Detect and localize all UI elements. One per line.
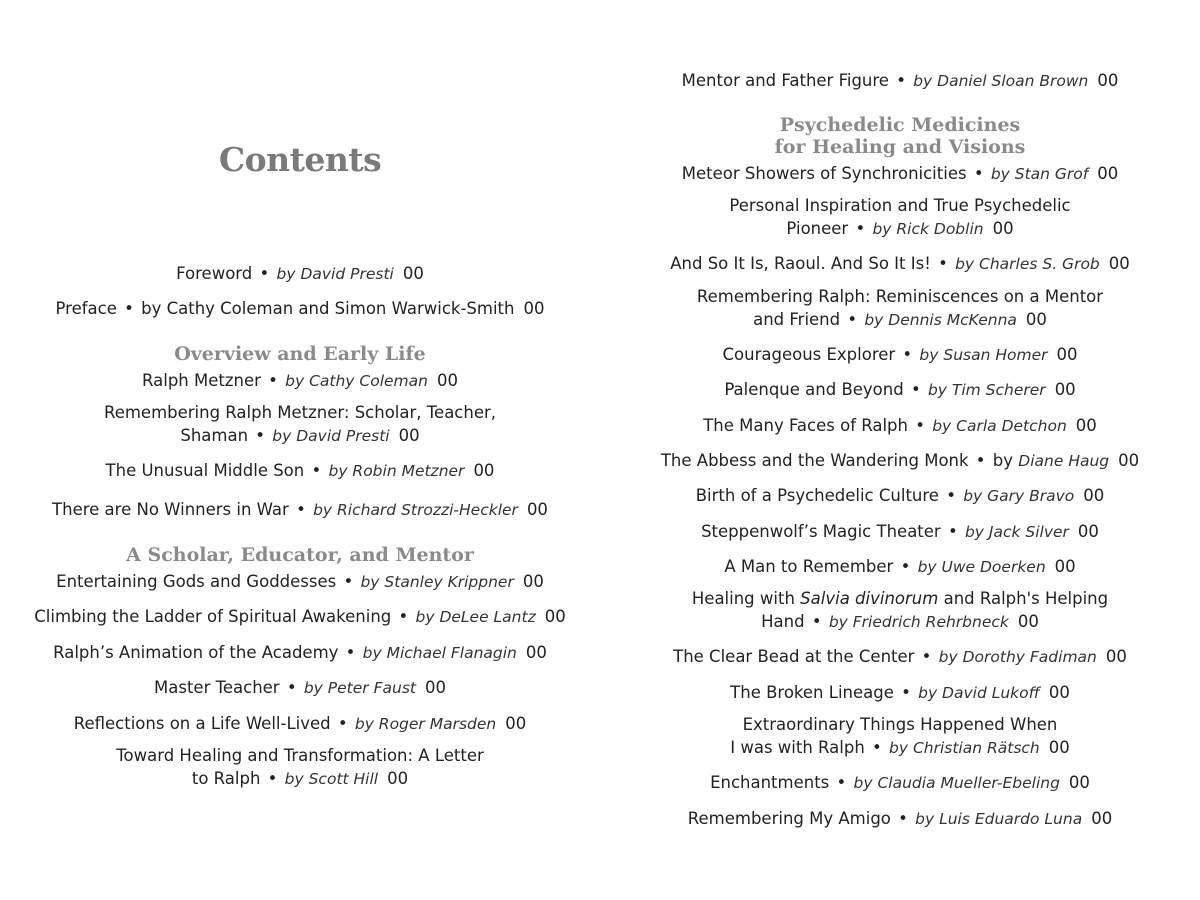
page-number: 00 [1083, 486, 1105, 505]
entry-author: by Tim Scherer [927, 381, 1046, 399]
entry-title: Climbing the Ladder of Spiritual Awakening [34, 607, 392, 626]
entry-author: by Cathy Coleman [285, 372, 428, 390]
page-number: 00 [992, 219, 1014, 238]
entry-title: Ralph Metzner [142, 371, 261, 390]
entry-title: Palenque and Beyond [724, 380, 904, 399]
entry-title: Steppenwolf’s Magic Theater [701, 522, 941, 541]
page-number: 00 [398, 426, 420, 445]
toc-entry: Ralph’s Animation of the Academy • by Michael Flanagin 00 [53, 643, 547, 662]
toc-entry: And So It Is, Raoul. And So It Is! • by Charles S. Grob 00 [670, 254, 1130, 273]
page-number: 00 [1017, 612, 1039, 631]
page-number: 00 [1048, 683, 1070, 702]
entry-author: by Gary Bravo [963, 487, 1075, 505]
entry-title-cont: I was with Ralph [730, 738, 865, 757]
toc-entry: Mentor and Father Figure • by Daniel Sloan Brown 00 [681, 71, 1119, 90]
entry-author: by David Lukoff [918, 684, 1040, 702]
toc-entry: Courageous Explorer • by Susan Homer 00 [722, 345, 1078, 364]
toc-entry: There are No Winners in War • by Richard Strozzi-Heckler 00 [52, 500, 548, 519]
entry-title: Birth of a Psychedelic Culture [695, 486, 939, 505]
entry-title: and Ralph's Helping [943, 589, 1109, 608]
page-number: 00 [473, 461, 495, 480]
entry-title-cont: Hand [761, 612, 805, 631]
page-number: 00 [387, 769, 409, 788]
page-number: 00 [523, 299, 545, 318]
entry-title: Personal Inspiration and True Psychedelic [729, 196, 1071, 215]
right-page [600, 0, 1200, 900]
page-number: 00 [522, 572, 544, 591]
toc-entry: Remembering My Amigo • by Luis Eduardo Luna 00 [687, 809, 1113, 828]
entry-title-cont: Pioneer [786, 219, 849, 238]
section-heading-psychedelic [600, 114, 1200, 158]
page-number: 00 [1068, 773, 1090, 792]
entry-title: Toward Healing and Transformation: A Letter [116, 746, 484, 765]
toc-entry: Enchantments • by Claudia Mueller-Ebeling 00 [710, 773, 1090, 792]
page-number: 00 [526, 500, 548, 519]
entry-title: Ralph’s Animation of the Academy [53, 643, 339, 662]
entry-author: by Uwe Doerken [917, 558, 1046, 576]
contents-title: Contents [218, 140, 382, 179]
page-number: 00 [544, 607, 566, 626]
page-number: 00 [1118, 451, 1140, 470]
entry-author: by Susan Homer [919, 346, 1048, 364]
toc-entry: Remembering Ralph: Reminiscences on a Mentor and Friend • by Dennis McKenna 00 [600, 285, 1200, 332]
section-heading-overview: Overview and Early Life [174, 343, 426, 365]
entry-title: A Man to Remember [724, 557, 894, 576]
page-number: 00 [1056, 345, 1078, 364]
entry-author: by Friedrich Rehrbneck [828, 613, 1009, 631]
entry-author: by Claudia Mueller-Ebeling [853, 774, 1060, 792]
entry-title: Courageous Explorer [722, 345, 896, 364]
entry-title: Entertaining Gods and Goddesses [56, 572, 337, 591]
entry-title: Reflections on a Life Well-Lived [73, 714, 331, 733]
page-number: 00 [1108, 254, 1130, 273]
entry-author: by Stan Grof [990, 165, 1089, 183]
toc-entry-preface: Preface • by Cathy Coleman and Simon Warwick-Smith 00 [55, 299, 545, 318]
entry-author: Diane Haug [1018, 452, 1110, 470]
page-number: 00 [1075, 416, 1097, 435]
entry-title-cont: Shaman [180, 426, 249, 445]
entry-title: Master Teacher [154, 678, 280, 697]
toc-entry: The Abbess and the Wandering Monk • by Diane Haug 00 [660, 451, 1140, 470]
page-number: 00 [1097, 164, 1119, 183]
toc-entry: Master Teacher • by Peter Faust 00 [154, 678, 446, 697]
page-number: 00 [1054, 557, 1076, 576]
entry-by-word: by [992, 451, 1014, 470]
entry-title-cont: to Ralph [191, 769, 261, 788]
entry-title: And So It Is, Raoul. And So It Is! [670, 254, 931, 273]
entry-title: The Unusual Middle Son [105, 461, 305, 480]
page-number: 00 [1054, 380, 1076, 399]
entry-title: The Abbess and the Wandering Monk [660, 451, 969, 470]
page-number: 00 [1091, 809, 1113, 828]
entry-author: by Christian Rätsch [889, 739, 1040, 757]
entry-title: Remembering Ralph Metzner: Scholar, Teacher, [103, 403, 497, 422]
page-number: 00 [1077, 522, 1099, 541]
entry-author: by David Presti [276, 265, 394, 283]
toc-entry: Ralph Metzner • by Cathy Coleman 00 [142, 371, 458, 390]
entry-title: Preface [55, 299, 117, 318]
toc-entry: Remembering Ralph Metzner: Scholar, Teacher, Shaman • by David Presti 00 [0, 401, 600, 448]
entry-author: by Carla Detchon [932, 417, 1067, 435]
entry-title: Meteor Showers of Synchronicities [681, 164, 967, 183]
entry-author: by Dennis McKenna [864, 311, 1017, 329]
entry-title: Healing with [691, 589, 795, 608]
toc-entry-foreword: Foreword • by David Presti 00 [176, 264, 424, 283]
entry-author: by Luis Eduardo Luna [915, 810, 1083, 828]
entry-author: by Robin Metzner [328, 462, 465, 480]
page-number: 00 [1105, 647, 1127, 666]
entry-author: by Cathy Coleman and Simon Warwick-Smith [141, 299, 515, 318]
entry-title: The Broken Lineage [730, 683, 894, 702]
page-number: 00 [1025, 310, 1047, 329]
entry-title: Remembering My Amigo [687, 809, 891, 828]
toc-entry: Extraordinary Things Happened When I was with Ralph • by Christian Rätsch 00 [600, 713, 1200, 760]
entry-author: by Peter Faust [303, 679, 416, 697]
toc-entry: Birth of a Psychedelic Culture • by Gary Bravo 00 [695, 486, 1105, 505]
toc-entry: The Many Faces of Ralph • by Carla Detchon 00 [703, 416, 1097, 435]
entry-title: Enchantments [710, 773, 830, 792]
toc-entry: Palenque and Beyond • by Tim Scherer 00 [724, 380, 1076, 399]
page-number: 00 [1048, 738, 1070, 757]
page-number: 00 [505, 714, 527, 733]
toc-entry: Healing with Salvia divinorum and Ralph's Helping Hand • by Friedrich Rehrbneck 00 [691, 589, 1109, 631]
page-number: 00 [424, 678, 446, 697]
toc-entry: Reflections on a Life Well-Lived • by Roger Marsden 00 [73, 714, 527, 733]
entry-title: The Many Faces of Ralph [703, 416, 908, 435]
toc-entry: Toward Healing and Transformation: A Letter to Ralph • by Scott Hill 00 [0, 744, 600, 791]
toc-entry: Steppenwolf’s Magic Theater • by Jack Silver 00 [701, 522, 1099, 541]
entry-author: by Dorothy Fadiman [938, 648, 1097, 666]
entry-author: by Stanley Krippner [360, 573, 514, 591]
entry-author: by Richard Strozzi-Heckler [313, 501, 518, 519]
toc-entry: Meteor Showers of Synchronicities • by Stan Grof 00 [681, 164, 1119, 183]
toc-entry: Climbing the Ladder of Spiritual Awakening • by DeLee Lantz 00 [34, 607, 566, 626]
entry-author: by Charles S. Grob [955, 255, 1100, 273]
toc-entry: The Broken Lineage • by David Lukoff 00 [730, 683, 1070, 702]
entry-title: There are No Winners in War [52, 500, 289, 519]
section-heading-line: for Healing and Visions [774, 136, 1026, 158]
section-heading-scholar: A Scholar, Educator, and Mentor [126, 544, 474, 566]
entry-author: by David Presti [272, 427, 390, 445]
page-number: 00 [525, 643, 547, 662]
entry-title: Foreword [176, 264, 253, 283]
entry-title: Extraordinary Things Happened When [742, 715, 1058, 734]
toc-entry: Personal Inspiration and True Psychedelic Pioneer • by Rick Doblin 00 [600, 194, 1200, 241]
entry-author: by Rick Doblin [872, 220, 984, 238]
entry-author: by Daniel Sloan Brown [913, 72, 1089, 90]
entry-title: Mentor and Father Figure [681, 71, 889, 90]
entry-title-italic: Salvia divinorum [800, 589, 939, 608]
entry-title-cont: and Friend [753, 310, 841, 329]
toc-entry: Entertaining Gods and Goddesses • by Stanley Krippner 00 [56, 572, 544, 591]
entry-author: by Jack Silver [964, 523, 1069, 541]
page-number: 00 [1097, 71, 1119, 90]
toc-entry: A Man to Remember • by Uwe Doerken 00 [724, 557, 1076, 576]
entry-author: by Scott Hill [284, 770, 379, 788]
toc-entry: The Clear Bead at the Center • by Dorothy Fadiman 00 [673, 647, 1127, 666]
entry-author: by DeLee Lantz [415, 608, 536, 626]
section-heading-line: Psychedelic Medicines [779, 114, 1021, 136]
entry-author: by Michael Flanagin [362, 644, 517, 662]
entry-author: by Roger Marsden [354, 715, 497, 733]
page-number: 00 [436, 371, 458, 390]
page-number: 00 [402, 264, 424, 283]
entry-title: The Clear Bead at the Center [673, 647, 915, 666]
toc-entry: The Unusual Middle Son • by Robin Metzner 00 [105, 461, 495, 480]
entry-title: Remembering Ralph: Reminiscences on a Mentor [696, 287, 1104, 306]
